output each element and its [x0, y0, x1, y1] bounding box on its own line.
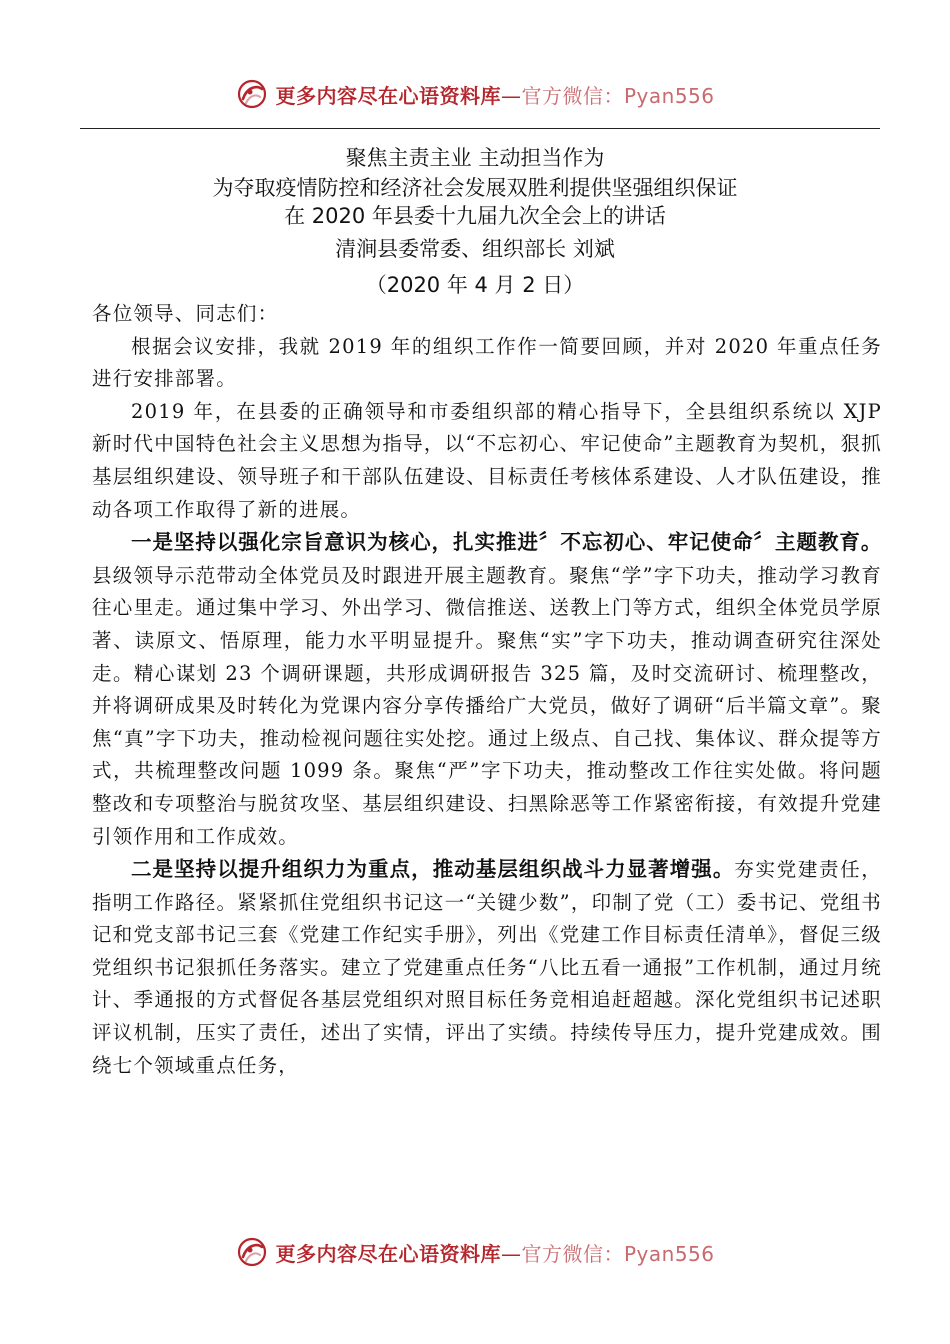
paragraph-4 [92, 853, 882, 1082]
banner-wechat-id: Pyan556 [623, 1241, 715, 1266]
document-title-line-1: 聚焦主责主业 主动担当作为 [345, 146, 605, 170]
paragraph-3-text: 县级领导示范带动全体党员及时跟进开展主题教育。聚焦“学”字下功夫，推动学习教育往心里走。通过集中学习、外出学习、微信推送、送教上门等方式，组织全体党员学原著、读原文、悟原理，能力水平明显提升。聚焦“实”字下功夫，推动调查研究往深处走。精心谋划 23 个调研课题，共形成调研报告 325 篇，及时交流研讨、梳理整改，并将调研成果及时转化为党课内容分享传播给广大党员，做好了调研“后半篇文章”。聚焦“真”字下功夫，推动检视问题往实处挖。通过上级点、自己找、集体议、群众提等方式，共梳理整改问题 1099 条。聚焦“严”字下功夫，推动整改工作往实处做。将问题整改和专项整治与脱贫攻坚、基层组织建设、扫黑除恶等工作紧密衔接，有效提升党建引领作用和工作成效。 [92, 563, 882, 848]
banner-main-text: 更多内容尽在心语资料库 [275, 83, 501, 108]
paragraph-4-lead: 二是坚持以提升组织力为重点，推动基层组织战斗力显著增强。 [131, 857, 735, 882]
paragraph-4-text: 夯实党建责任，指明工作路径。紧紧抓住党组织书记这一“关键少数”，印制了党（工）委书记、党组书记和党支部书记三套《党建工作纪实手册》，列出《党建工作目标责任清单》，督促三级党组织书记狠抓任务落实。建立了党建重点任务“八比五看一通报”工作机制，通过月统计、季通报的方式督促各基层党组织对照目标任务竞相追赶超越。深化党组织书记述职评议机制，压实了责任，述出了实情，评出了实绩。持续传导压力，提升党建成效。围绕七个领域重点任务， [92, 858, 882, 1077]
top-watermark-banner [0, 74, 950, 114]
banner-separator: — [500, 83, 522, 108]
brand-logo-icon [235, 77, 269, 111]
bottom-watermark-banner [0, 1232, 950, 1272]
brand-logo-icon [235, 1235, 269, 1269]
paragraph-3 [92, 526, 882, 853]
document-body [92, 298, 882, 1082]
document-speaker: 清涧县委常委、组织部长 刘斌 [335, 237, 615, 261]
document-title-line-2: 为夺取疫情防控和经济社会发展双胜利提供坚强组织保证 [212, 176, 738, 200]
banner-sub-text: 官方微信： [521, 1241, 624, 1266]
header-divider [80, 128, 880, 129]
paragraph-3-lead: 一是坚持以强化宗旨意识为核心，扎实推进〞不忘初心、牢记使命〞主题教育。 [131, 530, 882, 555]
greeting: 各位领导、同志们： [92, 302, 279, 325]
banner-sub-text: 官方微信： [521, 83, 624, 108]
paragraph-2: 2019 年，在县委的正确领导和市委组织部的精心指导下，全县组织系统以 XJP 新时代中国特色社会主义思想为指导，以“不忘初心、牢记使命”主题教育为契机，狠抓基层组织建设、领导班子和干部队伍建设、目标责任考核体系建设、人才队伍建设，推动各项工作取得了新的进展。 [92, 399, 882, 521]
banner-wechat-id: Pyan556 [623, 83, 715, 108]
document-title-line-3: 在 2020 年县委十九届九次全会上的讲话 [284, 204, 666, 228]
document-date: （2020 年 4 月 2 日） [365, 273, 585, 297]
banner-main-text: 更多内容尽在心语资料库 [275, 1241, 501, 1266]
banner-separator: — [500, 1241, 522, 1266]
paragraph-1: 根据会议安排，我就 2019 年的组织工作作一简要回顾，并对 2020 年重点任务进行安排部署。 [92, 334, 882, 391]
